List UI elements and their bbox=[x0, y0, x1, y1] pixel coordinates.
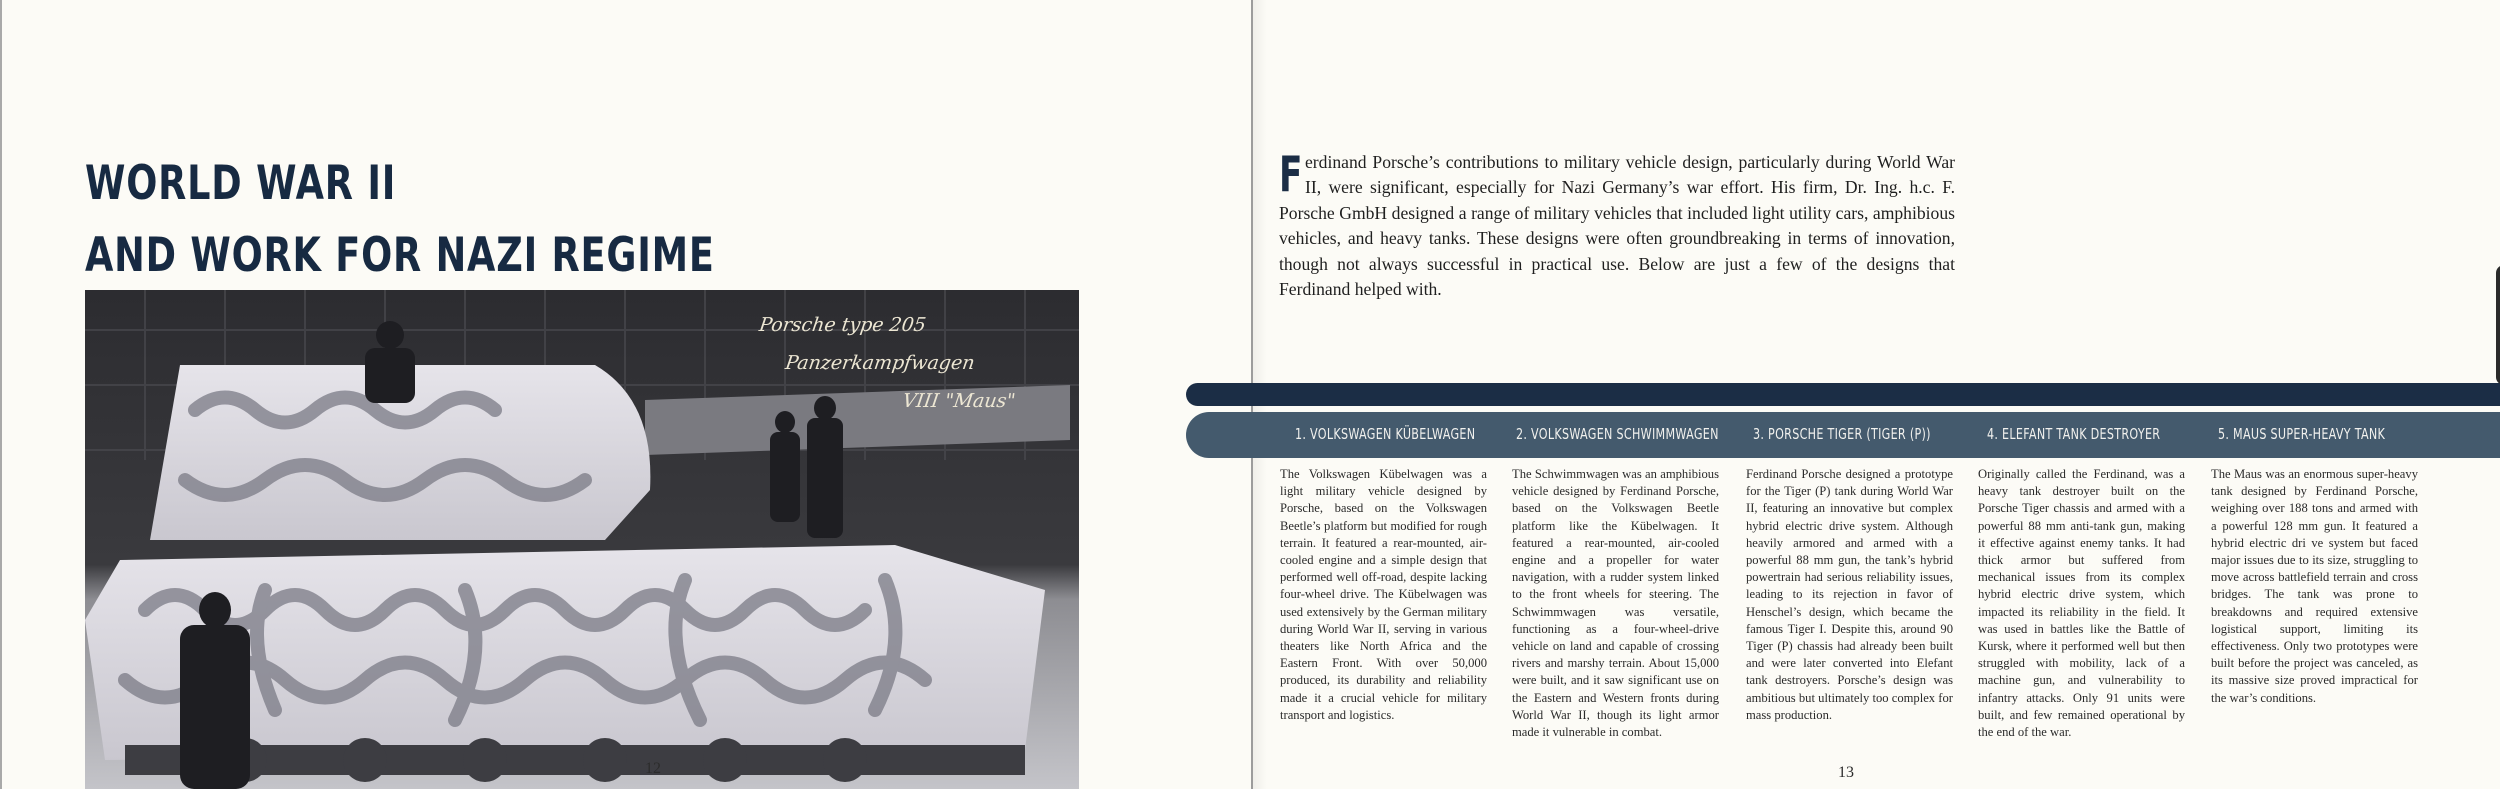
maus-tank-photo bbox=[85, 290, 1079, 789]
heading-kubelwagen: 1. VOLKSWAGEN KÜBELWAGEN bbox=[1295, 425, 1476, 443]
section-body-tiger-p: Ferdinand Porsche designed a prototype for the Tiger (P) tank during World War II, featuring an innovative but complex hybrid electric drive system. Although heavily armored and armed with a powerful 88 mm gun, the tank’s hybrid powertrain had serious reliability issues, leading to its rejection in favor of Henschel’s design, which became the famous Tiger I. Despite this, around 90 Tiger (P) chassis had already been built and were later converted into Elefant tank destroyers. Porsche’s design was ambitious but ultimately too complex for mass production. bbox=[1746, 467, 1953, 722]
intro-text: erdinand Porsche’s contributions to military vehicle design, particularly during World War II, were significant, especially for Nazi Germany’s war effort. His firm, Dr. Ing. h.c. F. Porsche GmbH designed a range of military vehicles that included light utility cars, amphibious vehicles, and heavy tanks. These designs were often groundbreaking in terms of innovation, though not always successful in practical use. Below are just a few of the designs that Ferdinand helped with. bbox=[1279, 152, 1955, 300]
page-number-left: 12 bbox=[645, 760, 661, 777]
section-body-kubelwagen: The Volkswagen Kübelwagen was a light military vehicle designed by Porsche, based on the Volkswagen Beetle’s platform but modified for rough terrain. It featured a rear-mounted, air-cooled engine and a simple design that performed well off-road, despite lacking four-wheel drive. The Kübelwagen was used extensively by the German military during World War II, serving in various theaters like North Africa and the Eastern Front. With over 50,000 produced, its durability and reliability made it a crucial vehicle for military transport and logistics. bbox=[1280, 467, 1487, 722]
caption-line-2: Panzerkampfwagen bbox=[784, 352, 977, 374]
page-edge bbox=[0, 0, 2, 789]
heading-maus: 5. MAUS SUPER-HEAVY TANK bbox=[2218, 425, 2386, 443]
photo-caption bbox=[746, 306, 1029, 420]
page-turn-tab[interactable] bbox=[2496, 265, 2500, 385]
caption-line-3: VIII "Maus" bbox=[901, 390, 1018, 412]
title-line-2: AND WORK FOR NAZI REGIME bbox=[85, 228, 715, 283]
drop-cap: F bbox=[1279, 146, 1303, 203]
heading-elefant: 4. ELEFANT TANK DESTROYER bbox=[1987, 425, 2161, 443]
section-body-maus: The Maus was an enormous super-heavy tank designed by Ferdinand Porsche, weighing over 188 tons and armed with a powerful 128 mm gun. It featured a hybrid electric dri ve system but faced major issues due to its size, struggling to move across battlefield terrain and cross bridges. The tank was prone to breakdowns and required extensive logistical support, limiting its effectiveness. Only two prototypes were built before the project was canceled, as its massive size proved impractical for the war’s conditions. bbox=[2211, 467, 2418, 705]
section-heading-bar bbox=[1186, 412, 2500, 458]
section-body-elefant: Originally called the Ferdinand, was a heavy tank destroyer built on the Porsche Tiger chassis and armed with a powerful 88 mm anti-tank gun, making it effective against enemy tanks. It had thick armor but suffered from mechanical issues from its complex hybrid electric drive system, which impacted its reliability in the field. It was used in battles like the Battle of Kursk, where it performed well but then struggled with mobility, lack of a machine gun, and vulnerability to infantry attacks. Only 91 units were built, and few remained operational by the end of the war. bbox=[1978, 467, 2185, 740]
section-body-schwimmwagen: The Schwimmwagen was an amphibious vehicle designed by Ferdinand Porsche, based on the Volkswagen Beetle platform like the Kübelwagen. It featured a rear-mounted, air-cooled engine and a propeller for water navigation, with a rudder system linked to the front wheels for steering. The Schwimmwagen was versatile, functioning as a four-wheel-drive vehicle on land and capable of crossing rivers and marshy terrain. About 15,000 were built, and it saw significant use on the Eastern and Western fronts during World War II, though its light armor made it vulnerable in combat. bbox=[1512, 467, 1719, 740]
decorative-banner-bar bbox=[1186, 383, 2500, 406]
caption-line-1: Porsche type 205 bbox=[758, 314, 928, 336]
page-number-right: 13 bbox=[1838, 764, 1854, 781]
page-title bbox=[85, 148, 715, 292]
heading-schwimmwagen: 2. VOLKSWAGEN SCHWIMMWAGEN bbox=[1516, 425, 1719, 443]
title-line-1: WORLD WAR II bbox=[85, 156, 397, 211]
heading-tiger-p: 3. PORSCHE TIGER (TIGER (P)) bbox=[1753, 425, 1931, 443]
intro-paragraph bbox=[1279, 146, 1955, 302]
